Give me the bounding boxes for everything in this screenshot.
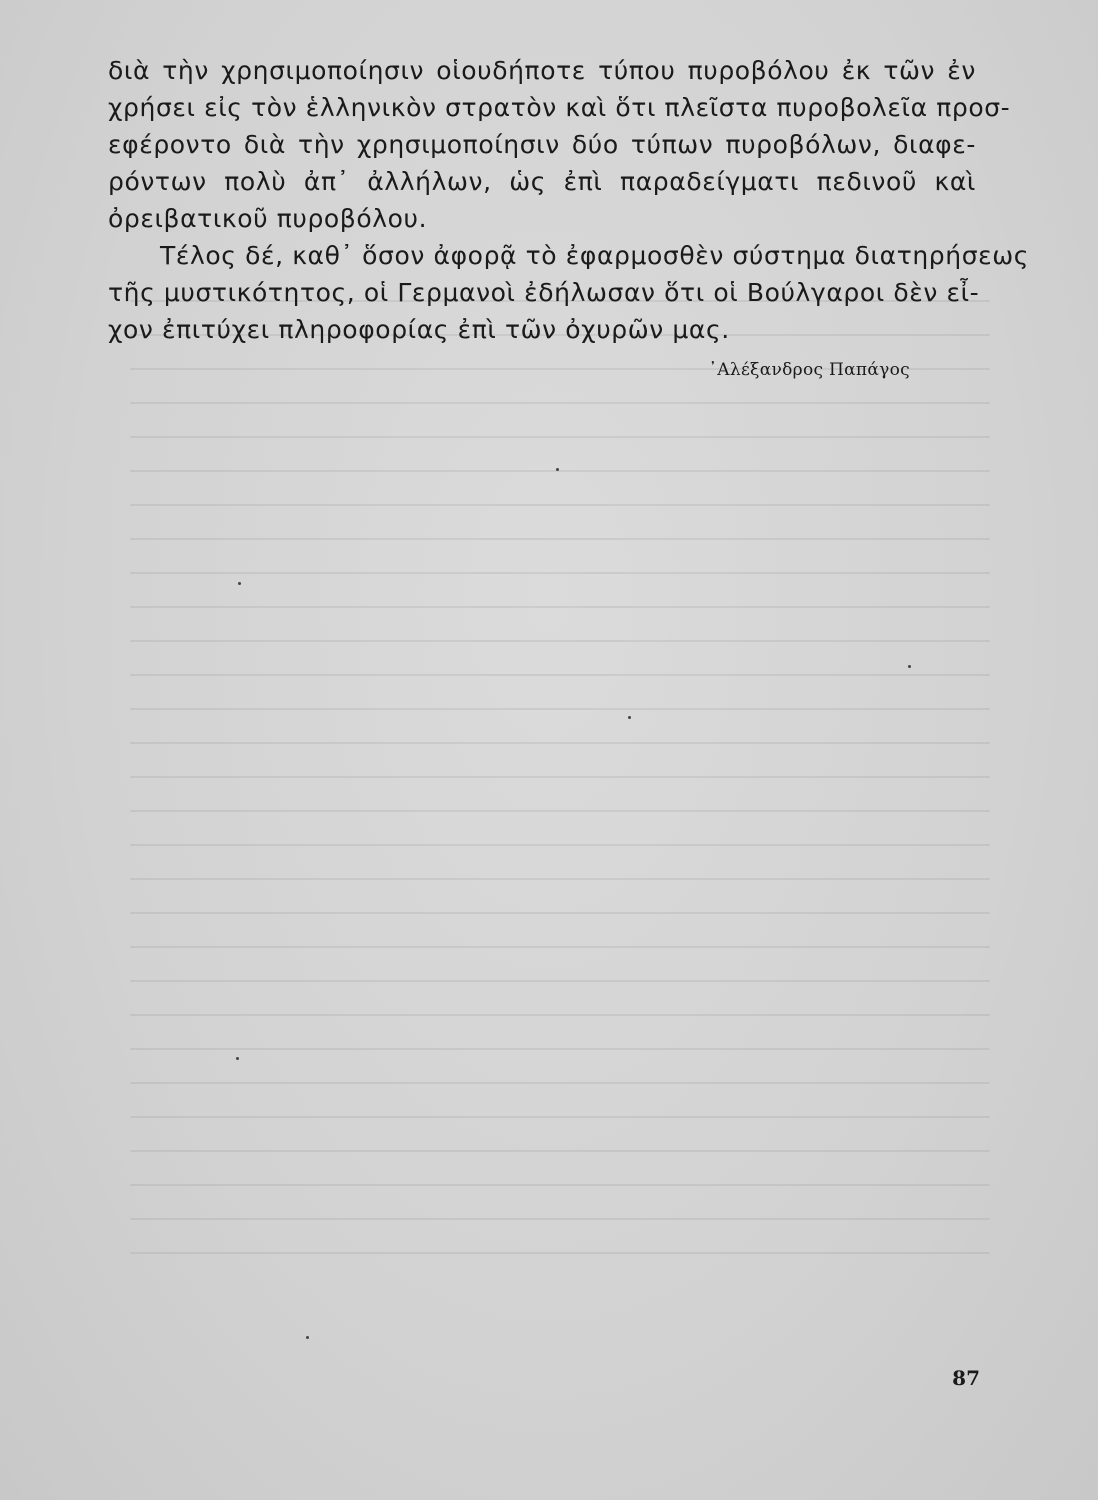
text-line: διὰ τὴν χρησιμοποίησιν οἱουδήποτε τύπου πυροβόλου ἐκ τῶν ἐν <box>108 56 976 85</box>
paper-speck <box>908 665 911 668</box>
text-line: εφέροντο διὰ τὴν χρησιμοποίησιν δύο τύπων πυροβόλων, διαφε- <box>108 130 976 159</box>
paper-speck <box>238 582 241 585</box>
text-line: ρόντων πολὺ ἀπ᾽ ἀλλήλων, ὡς ἐπὶ παραδείγματι πεδινοῦ καὶ <box>108 167 976 196</box>
text-line: χρήσει εἰς τὸν ἑλληνικὸν στρατὸν καὶ ὅτι πλεῖστα πυροβολεῖα προσ- <box>108 93 1011 122</box>
paper-speck <box>556 468 559 471</box>
page-number: 87 <box>952 1366 980 1390</box>
text-line: ὀρειβατικοῦ πυροβόλου. <box>108 204 428 233</box>
body-text <box>108 52 1030 348</box>
paper-speck <box>628 716 631 719</box>
text-line: τῆς μυστικότητος, οἱ Γερμανοὶ ἐδήλωσαν ὅτι οἱ Βούλγαροι δὲν εἶ- <box>108 278 980 307</box>
author-signature: ᾽Αλέξανδρος Παπάγος <box>708 360 910 380</box>
text-line: Τέλος δέ, καθ᾽ ὅσον ἀφορᾷ τὸ ἐφαρμοσθὲν σύστημα διατηρήσεως <box>160 241 1030 270</box>
bleed-through-texture <box>130 300 990 1340</box>
paper-speck <box>306 1336 309 1339</box>
text-line: χον ἐπιτύχει πληροφορίας ἐπὶ τῶν ὀχυρῶν μας. <box>108 315 730 344</box>
paper-speck <box>236 1057 239 1060</box>
